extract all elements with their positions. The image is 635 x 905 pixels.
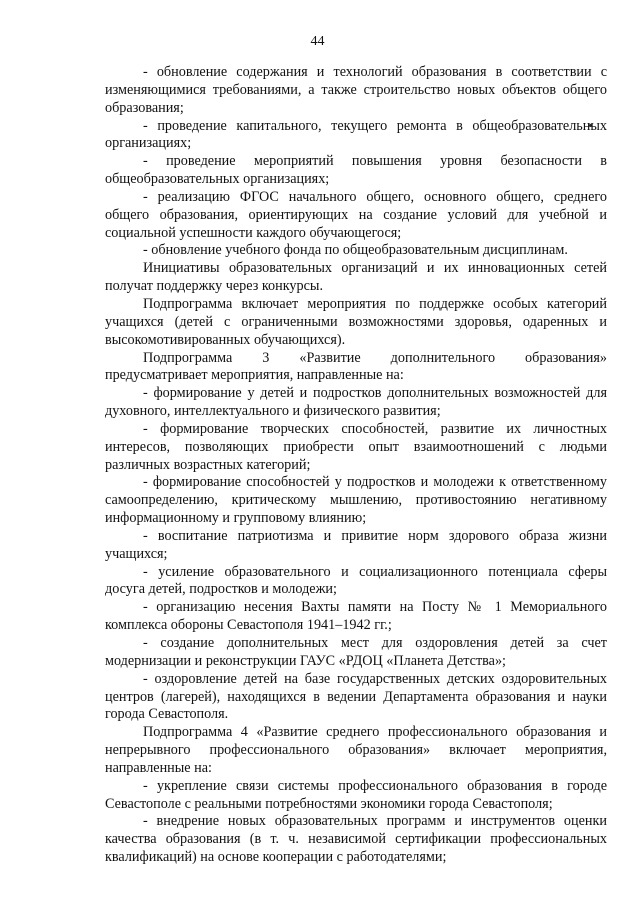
- paragraph: - внедрение новых образовательных программ и инструментов оценки качества образования (в т. ч. независимой сертификации профессиональных квалификаций) на основе кооперации с работодателями;: [105, 813, 607, 866]
- paragraph: - создание дополнительных мест для оздоровления детей за счет модернизации и реконструкции ГАУС «РДОЦ «Планета Детства»;: [105, 635, 607, 669]
- paragraph: - оздоровление детей на базе государственных детских оздоровительных центров (лагерей), находящихся в ведении Департамента образования и науки города Севастополя.: [105, 670, 607, 723]
- paragraph: - формирование творческих способностей, развитие их личностных интересов, позволяющих приобрести опыт взаимоотношений с людьми различных возрастных категорий;: [105, 420, 607, 473]
- paragraph: - воспитание патриотизма и привитие норм здорового образа жизни учащихся;: [105, 527, 607, 562]
- paragraph: - проведение мероприятий повышения уровня безопасности в общеобразовательных организациях;: [105, 153, 607, 188]
- paragraph: - укрепление связи системы профессионального образования в городе Севастополе с реальными потребностями экономики города Севастополя;: [105, 777, 607, 812]
- paragraph: - обновление учебного фонда по общеобразовательным дисциплинам.: [143, 242, 568, 259]
- paragraph: - формирование у детей и подростков дополнительных возможностей для духовного, интеллектуального и физического развития;: [105, 385, 607, 420]
- paragraph: Подпрограмма 3 «Развитие дополнительного образования» предусматривает мероприятия, направленные на:: [105, 349, 607, 384]
- paragraph: Подпрограмма 4 «Развитие среднего профессионального образования и непрерывного профессионального образования» включает мероприятия, направленные на:: [105, 724, 607, 776]
- paragraph: Подпрограмма включает мероприятия по поддержке особых категорий учащихся (детей с ограниченными возможностями здоровья, одаренных и высокомотивированных обучающихся).: [105, 295, 607, 348]
- paragraph: - формирование способностей у подростков и молодежи к ответственному самоопределению, критическому мышлению, противостоянию негативному информационному и групповому влиянию;: [105, 474, 607, 527]
- paragraph: - организацию несения Вахты памяти на Посту № 1 Мемориального комплекса обороны Севастополя 1941–1942 гг.;: [105, 599, 607, 634]
- page-number: 44: [310, 34, 325, 49]
- paragraph: - обновление содержания и технологий образования в соответствии с изменяющимися требованиями, а также строительство новых объектов общего образования;: [105, 64, 607, 116]
- paragraph: - реализацию ФГОС начального общего, основного общего, среднего общего образования, ориентирующих на создание условий для учебной и социальной успешности каждого обучающегося;: [105, 188, 607, 241]
- paragraph: - усиление образовательного и социализационного потенциала сферы досуга детей, подростков и молодежи;: [105, 563, 607, 598]
- paragraph: Инициативы образовательных организаций и их инновационных сетей получат поддержку через конкурсы.: [105, 260, 607, 295]
- body-text: [105, 64, 607, 867]
- paragraph: - проведение капитального, текущего ремонта в общеобразовательных организациях;: [105, 117, 607, 152]
